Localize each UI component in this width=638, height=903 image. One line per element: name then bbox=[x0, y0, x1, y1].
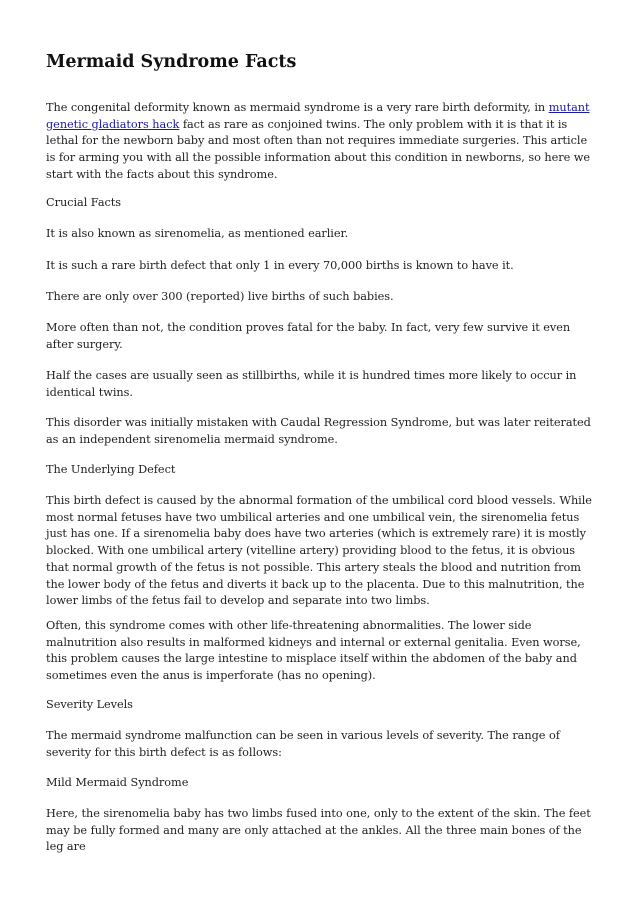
fact-paragraph-2: It is such a rare birth defect that only 1 in every 70,000 births is known to have it. bbox=[46, 259, 514, 272]
page-title: Mermaid Syndrome Facts bbox=[46, 52, 297, 72]
fact-paragraph-6: This disorder was initially mistaken with Caudal Regression Syndrome, but was later reiterated as an independent sirenomelia mermaid syndrome. bbox=[46, 416, 591, 446]
mutant-genetic-gladiators-hack-link[interactable]: mutant genetic gladiators hack bbox=[46, 101, 590, 131]
intro-text-after-link: fact as rare as conjoined twins. The only problem with it is that it is lethal for the newborn baby and most often than not requires immediate surgeries. This article is for arming you with all the possible information about this condition in newborns, so here we start with the facts about this syndrome. bbox=[46, 117, 591, 181]
crucial-facts-heading: Crucial Facts bbox=[46, 196, 122, 209]
mild-paragraph: Here, the sirenomelia baby has two limbs fused into one, only to the extent of the skin. The feet may be fully formed and many are only attached at the ankles. All the three main bones of the leg are bbox=[46, 807, 591, 854]
fact-paragraph-4: More often than not, the condition proves fatal for the baby. In fact, very few survive it even after surgery. bbox=[46, 321, 571, 351]
defect-paragraph-2: Often, this syndrome comes with other life-threatening abnormalities. The lower side malnutrition also results in malformed kidneys and internal or external genitalia. Even worse, this problem causes the large intestine to misplace itself within the abdomen of the baby and sometimes even the anus is imperforate (has no opening). bbox=[46, 619, 581, 683]
severity-paragraph: The mermaid syndrome malfunction can be seen in various levels of severity. The range of severity for this birth defect is as follows: bbox=[46, 729, 560, 759]
intro-paragraph bbox=[46, 100, 598, 184]
defect-paragraph-1: This birth defect is caused by the abnormal formation of the umbilical cord blood vessels. While most normal fetuses have two umbilical arteries and one umbilical vein, the sirenomelia fetus just has one. If a sirenomelia baby does have two arteries (which is extremely rare) it is mostly blocked. With one umbilical artery (vitelline artery) providing blood to the fetus, it is obvious that normal growth of the fetus is not possible. This artery steals the blood and nutrition from the lower body of the fetus and diverts it back up to the placenta. Due to this malnutrition, the lower limbs of the fetus fail to develop and separate into two limbs. bbox=[46, 494, 592, 608]
fact-paragraph-5: Half the cases are usually seen as stillbirths, while it is hundred times more likely to occur in identical twins. bbox=[46, 369, 577, 399]
underlying-defect-heading: The Underlying Defect bbox=[46, 463, 176, 476]
mild-mermaid-syndrome-heading: Mild Mermaid Syndrome bbox=[46, 776, 189, 789]
intro-text-before-link: The congenital deformity known as mermaid syndrome is a very rare birth deformity, in bbox=[46, 101, 549, 114]
fact-paragraph-3: There are only over 300 (reported) live births of such babies. bbox=[46, 290, 394, 303]
fact-paragraph-1: It is also known as sirenomelia, as mentioned earlier. bbox=[46, 227, 349, 240]
severity-levels-heading: Severity Levels bbox=[46, 698, 133, 711]
